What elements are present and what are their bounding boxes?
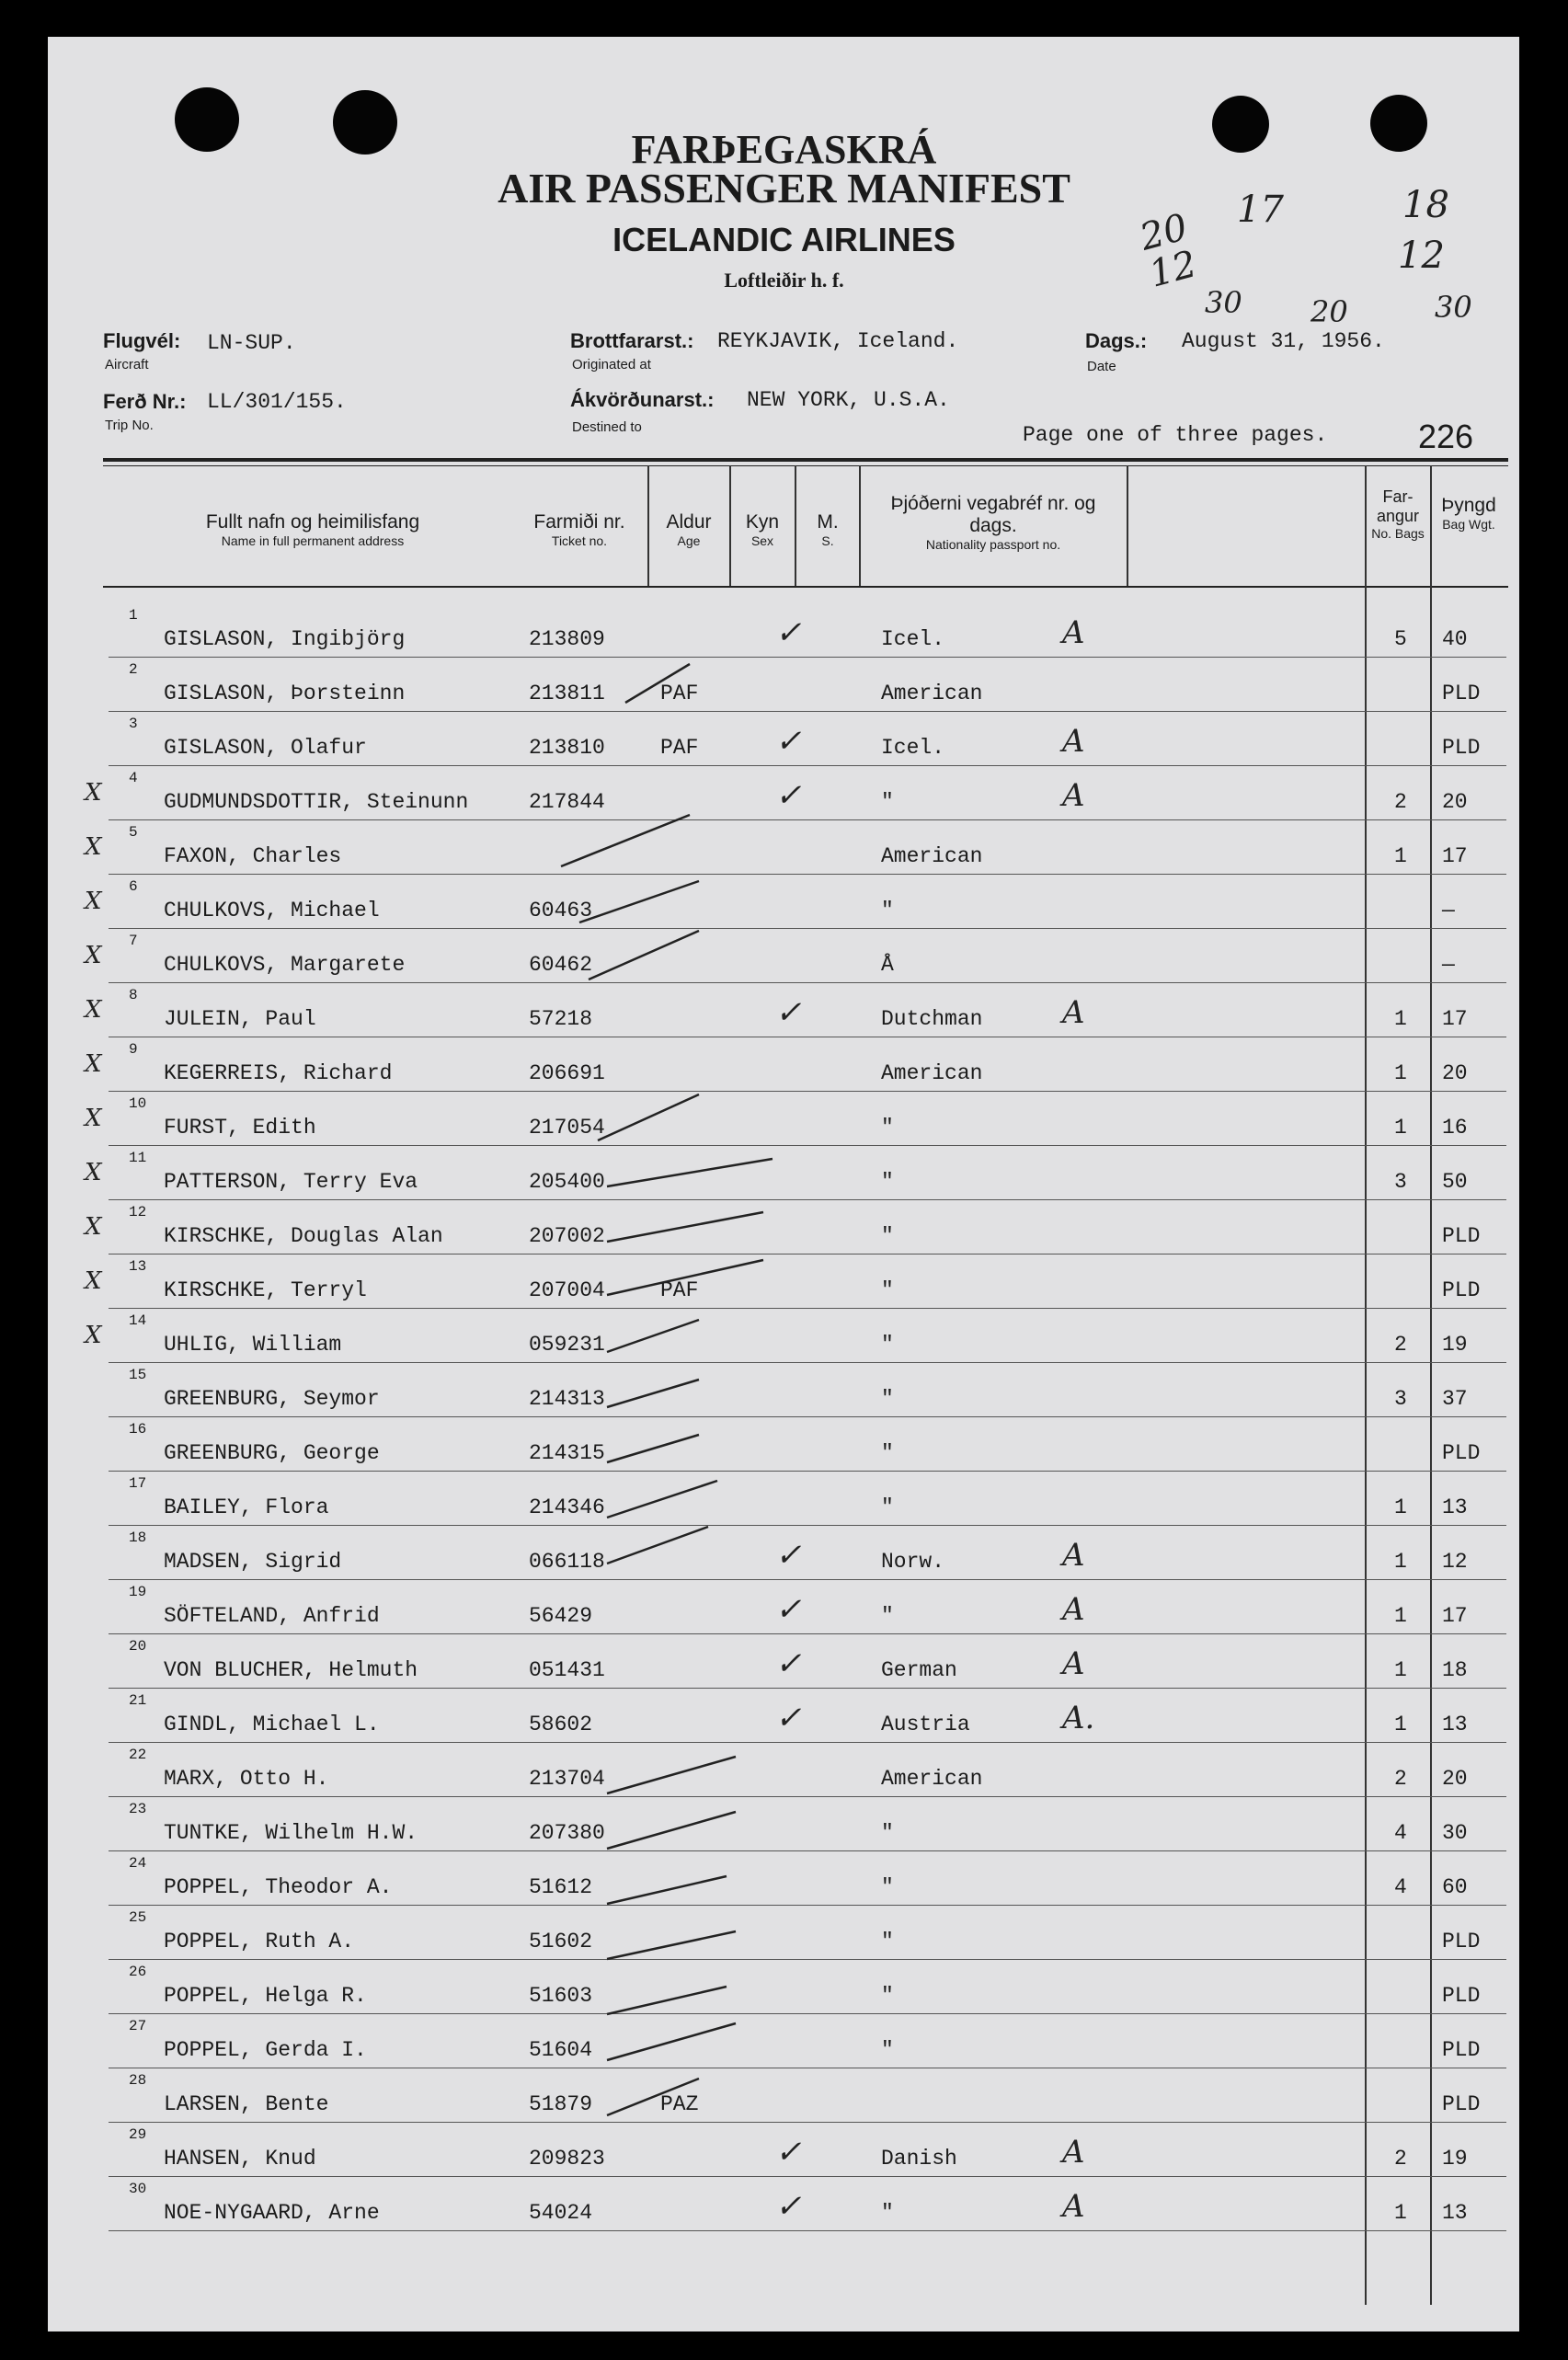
passenger-name: LARSEN, Bente <box>164 2092 329 2116</box>
destination-label: Ákvörðunarst.: <box>570 388 715 411</box>
bag-weight: 50 <box>1442 1170 1468 1194</box>
passenger-name: GINDL, Michael L. <box>164 1713 380 1736</box>
row-number: 12 <box>129 1204 147 1220</box>
col-header-ms: M. S. <box>817 511 839 548</box>
sex-check: ✓ <box>775 2188 802 2225</box>
row-number: 28 <box>129 2072 147 2089</box>
nationality: Å <box>881 953 894 977</box>
ticket-number: 051431 <box>529 1658 605 1682</box>
bag-count: 2 <box>1394 790 1407 814</box>
row-number: 25 <box>129 1909 147 1926</box>
bag-weight: 17 <box>1442 1007 1468 1031</box>
bag-weight: 60 <box>1442 1875 1468 1899</box>
sex-check: ✓ <box>775 1591 802 1628</box>
bag-weight: — <box>1442 953 1455 977</box>
passport-mark: A <box>1062 1537 1085 1574</box>
ticket-number: 206691 <box>529 1061 605 1085</box>
bag-weight: 20 <box>1442 1767 1468 1791</box>
nationality: " <box>881 1875 894 1899</box>
bag-weight: PLD <box>1442 1930 1481 1953</box>
ticket-number: 217844 <box>529 790 605 814</box>
nationality: " <box>881 1930 894 1953</box>
date-value: August 31, 1956. <box>1182 329 1385 353</box>
nationality: American <box>881 682 983 705</box>
nationality: " <box>881 1333 894 1357</box>
passenger-name: GISLASON, Ingibjörg <box>164 627 406 651</box>
passport-mark: A. <box>1062 1700 1095 1736</box>
passenger-name: CHULKOVS, Michael <box>164 899 380 922</box>
nationality: " <box>881 790 894 814</box>
sex-check: ✓ <box>775 994 802 1031</box>
passenger-name: KEGERREIS, Richard <box>164 1061 393 1085</box>
age-cell: PAZ <box>660 2092 699 2116</box>
row-number: 21 <box>129 1692 147 1709</box>
destination-label-en: Destined to <box>572 419 642 435</box>
nationality: " <box>881 2038 894 2062</box>
passenger-name: JULEIN, Paul <box>164 1007 316 1031</box>
nationality: " <box>881 1387 894 1411</box>
bag-count: 1 <box>1394 2201 1407 2225</box>
ticket-number: 217054 <box>529 1116 605 1140</box>
bag-count: 5 <box>1394 627 1407 651</box>
bag-count: 1 <box>1394 1495 1407 1519</box>
ticket-number: 213704 <box>529 1767 605 1791</box>
bag-weight: 40 <box>1442 627 1468 651</box>
bag-count: 4 <box>1394 1821 1407 1845</box>
nationality: " <box>881 1278 894 1302</box>
passenger-name: CHULKOVS, Margarete <box>164 953 406 977</box>
passenger-name: KIRSCHKE, Douglas Alan <box>164 1224 443 1248</box>
handwritten-notes: 20 12 17 18 12 30 20 30 <box>1135 184 1472 329</box>
nationality: Austria <box>881 1713 970 1736</box>
passenger-name: FURST, Edith <box>164 1116 316 1140</box>
title-english: AIR PASSENGER MANIFEST <box>498 165 1070 212</box>
airline-name: ICELANDIC AIRLINES <box>612 221 956 258</box>
row-number: 23 <box>129 1801 147 1817</box>
bag-count: 4 <box>1394 1875 1407 1899</box>
bag-count: 3 <box>1394 1170 1407 1194</box>
ticket-number: 059231 <box>529 1333 605 1357</box>
passenger-name: GISLASON, Olafur <box>164 736 367 760</box>
passenger-name: GUDMUNDSDOTTIR, Steinunn <box>164 790 469 814</box>
ticket-number: 60463 <box>529 899 593 922</box>
bag-count: 1 <box>1394 1604 1407 1628</box>
bag-count: 1 <box>1394 1007 1407 1031</box>
bag-weight: 20 <box>1442 1061 1468 1085</box>
passport-mark: A <box>1062 723 1085 760</box>
nationality: " <box>881 1984 894 2008</box>
company-name: Loftleiðir h. f. <box>724 269 844 292</box>
row-strike-mark: X <box>85 1050 102 1078</box>
nationality: " <box>881 1604 894 1628</box>
age-cell: PAF <box>660 736 699 760</box>
row-strike-mark: X <box>85 996 102 1024</box>
age-cell: PAF <box>660 1278 699 1302</box>
ticket-number: 207380 <box>529 1821 605 1845</box>
bag-weight: 20 <box>1442 790 1468 814</box>
ticket-number: 214346 <box>529 1495 605 1519</box>
passenger-name: GREENBURG, George <box>164 1441 380 1465</box>
row-number: 5 <box>129 824 138 841</box>
bag-weight: 13 <box>1442 2201 1468 2225</box>
bag-count: 2 <box>1394 1333 1407 1357</box>
passenger-name: HANSEN, Knud <box>164 2147 316 2171</box>
nationality: " <box>881 1441 894 1465</box>
ticket-number: 213811 <box>529 682 605 705</box>
col-header-name: Fullt nafn og heimilisfang Name in full permanent address <box>205 511 420 548</box>
aircraft-label-en: Aircraft <box>105 357 149 372</box>
ticket-number: 207004 <box>529 1278 605 1302</box>
row-strike-mark: X <box>85 833 102 861</box>
row-number: 7 <box>129 933 138 949</box>
trip-label-en: Trip No. <box>105 418 154 433</box>
col-header-bags: Far-angur No. Bags <box>1371 487 1425 541</box>
row-strike-mark: X <box>85 779 102 807</box>
passenger-name: UHLIG, William <box>164 1333 342 1357</box>
destination-value: NEW YORK, U.S.A. <box>747 388 950 412</box>
bag-weight: 13 <box>1442 1713 1468 1736</box>
passport-mark: A <box>1062 2188 1085 2225</box>
bag-weight: 19 <box>1442 2147 1468 2171</box>
bag-weight: — <box>1442 899 1455 922</box>
row-number: 16 <box>129 1421 147 1438</box>
nationality: " <box>881 1821 894 1845</box>
trip-label: Ferð Nr.: <box>103 390 187 413</box>
ticket-number: 214313 <box>529 1387 605 1411</box>
passport-mark: A <box>1062 2134 1085 2171</box>
row-number: 19 <box>129 1584 147 1600</box>
nationality: " <box>881 2201 894 2225</box>
row-number: 26 <box>129 1964 147 1980</box>
col-header-nationality: Þjóðerni vegabréf nr. og dags. Nationality passport no. <box>890 493 1096 552</box>
ticket-number: 51602 <box>529 1930 593 1953</box>
row-number: 24 <box>129 1855 147 1872</box>
passenger-name: FAXON, Charles <box>164 844 342 868</box>
row-strike-mark: X <box>85 888 102 915</box>
bag-count: 1 <box>1394 1550 1407 1574</box>
row-number: 1 <box>129 607 138 624</box>
passenger-name: KIRSCHKE, Terryl <box>164 1278 367 1302</box>
bag-count: 1 <box>1394 1061 1407 1085</box>
ticket-number: 51612 <box>529 1875 593 1899</box>
row-number: 9 <box>129 1041 138 1058</box>
bag-weight: 37 <box>1442 1387 1468 1411</box>
bag-weight: 16 <box>1442 1116 1468 1140</box>
page-of-pages: Page one of three pages. <box>1023 423 1328 447</box>
passport-mark: A <box>1062 1645 1085 1682</box>
nationality: " <box>881 1170 894 1194</box>
nationality: American <box>881 1061 983 1085</box>
passport-mark: A <box>1062 994 1085 1031</box>
sex-check: ✓ <box>775 777 802 814</box>
nationality: Icel. <box>881 627 945 651</box>
row-number: 4 <box>129 770 138 786</box>
row-number: 6 <box>129 878 138 895</box>
bag-count: 1 <box>1394 1116 1407 1140</box>
passenger-name: BAILEY, Flora <box>164 1495 329 1519</box>
ticket-number: 60462 <box>529 953 593 977</box>
col-header-sex: Kyn Sex <box>745 511 780 548</box>
passenger-name: TUNTKE, Wilhelm H.W. <box>164 1821 418 1845</box>
row-number: 14 <box>129 1312 147 1329</box>
ticket-number: 51879 <box>529 2092 593 2116</box>
nationality: Icel. <box>881 736 945 760</box>
col-header-weight: Þyngd Bag Wgt. <box>1441 495 1496 532</box>
row-strike-mark: X <box>85 1159 102 1186</box>
sex-check: ✓ <box>775 723 802 760</box>
age-cell: PAF <box>660 682 699 705</box>
row-number: 22 <box>129 1747 147 1763</box>
bag-weight: PLD <box>1442 682 1481 705</box>
origin-label-en: Originated at <box>572 357 651 372</box>
ticket-number: 56429 <box>529 1604 593 1628</box>
ticket-number: 51604 <box>529 2038 593 2062</box>
ticket-number: 214315 <box>529 1441 605 1465</box>
row-strike-mark: X <box>85 942 102 969</box>
sex-check: ✓ <box>775 1645 802 1682</box>
row-number: 10 <box>129 1095 147 1112</box>
passenger-name: MADSEN, Sigrid <box>164 1550 342 1574</box>
sex-check: ✓ <box>775 1537 802 1574</box>
page-number: 226 <box>1418 418 1474 455</box>
ticket-number: 205400 <box>529 1170 605 1194</box>
row-number: 17 <box>129 1475 147 1492</box>
bag-weight: PLD <box>1442 2092 1481 2116</box>
passport-mark: A <box>1062 614 1085 651</box>
col-header-age: Aldur Age <box>666 511 712 548</box>
row-number: 30 <box>129 2181 147 2197</box>
ticket-number: 066118 <box>529 1550 605 1574</box>
bag-weight: PLD <box>1442 1278 1481 1302</box>
bag-weight: 30 <box>1442 1821 1468 1845</box>
nationality: Danish <box>881 2147 957 2171</box>
passenger-name: MARX, Otto H. <box>164 1767 329 1791</box>
passenger-name: VON BLUCHER, Helmuth <box>164 1658 418 1682</box>
nationality: American <box>881 844 983 868</box>
bag-count: 3 <box>1394 1387 1407 1411</box>
row-number: 13 <box>129 1258 147 1275</box>
ticket-number: 58602 <box>529 1713 593 1736</box>
row-strike-mark: X <box>85 1213 102 1241</box>
col-header-ticket: Farmiði nr. Ticket no. <box>533 511 625 548</box>
bag-count: 2 <box>1394 1767 1407 1791</box>
nationality: Norw. <box>881 1550 945 1574</box>
nationality: " <box>881 1495 894 1519</box>
ticket-number: 213810 <box>529 736 605 760</box>
bag-count: 2 <box>1394 2147 1407 2171</box>
bag-weight: 13 <box>1442 1495 1468 1519</box>
bag-weight: PLD <box>1442 736 1481 760</box>
row-strike-mark: X <box>85 1105 102 1132</box>
origin-value: REYKJAVIK, Iceland. <box>717 329 959 353</box>
nationality: German <box>881 1658 957 1682</box>
passenger-name: GISLASON, Þorsteinn <box>164 682 406 705</box>
bag-weight: 12 <box>1442 1550 1468 1574</box>
passenger-name: GREENBURG, Seymor <box>164 1387 380 1411</box>
nationality: " <box>881 1224 894 1248</box>
nationality: " <box>881 1116 894 1140</box>
date-label-en: Date <box>1087 359 1116 374</box>
origin-label: Brottfararst.: <box>570 329 694 352</box>
sex-check: ✓ <box>775 614 802 651</box>
trip-value: LL/301/155. <box>207 390 347 414</box>
passenger-name: POPPEL, Theodor A. <box>164 1875 393 1899</box>
ticket-number: 209823 <box>529 2147 605 2171</box>
row-number: 20 <box>129 1638 147 1655</box>
row-strike-mark: X <box>85 1322 102 1349</box>
bag-count: 1 <box>1394 844 1407 868</box>
row-number: 8 <box>129 987 138 1003</box>
bag-weight: PLD <box>1442 1224 1481 1248</box>
ticket-number: 213809 <box>529 627 605 651</box>
aircraft-label: Flugvél: <box>103 329 181 352</box>
nationality: " <box>881 899 894 922</box>
bag-weight: 17 <box>1442 1604 1468 1628</box>
sex-check: ✓ <box>775 2134 802 2171</box>
row-number: 18 <box>129 1529 147 1546</box>
passenger-name: POPPEL, Helga R. <box>164 1984 367 2008</box>
row-number: 3 <box>129 716 138 732</box>
bag-weight: PLD <box>1442 1441 1481 1465</box>
sex-check: ✓ <box>775 1700 802 1736</box>
bag-weight: 19 <box>1442 1333 1468 1357</box>
ticket-number: 57218 <box>529 1007 593 1031</box>
date-label: Dags.: <box>1085 329 1148 352</box>
ticket-number: 51603 <box>529 1984 593 2008</box>
bag-count: 1 <box>1394 1713 1407 1736</box>
bag-weight: PLD <box>1442 1984 1481 2008</box>
nationality: American <box>881 1767 983 1791</box>
passport-mark: A <box>1062 1591 1085 1628</box>
row-number: 15 <box>129 1367 147 1383</box>
bag-weight: 17 <box>1442 844 1468 868</box>
row-number: 29 <box>129 2126 147 2143</box>
aircraft-value: LN-SUP. <box>207 331 296 355</box>
ticket-number: 207002 <box>529 1224 605 1248</box>
bag-count: 1 <box>1394 1658 1407 1682</box>
nationality: Dutchman <box>881 1007 983 1031</box>
passenger-name: PATTERSON, Terry Eva <box>164 1170 418 1194</box>
passenger-name: NOE-NYGAARD, Arne <box>164 2201 380 2225</box>
passenger-name: POPPEL, Ruth A. <box>164 1930 355 1953</box>
row-number: 27 <box>129 2018 147 2034</box>
row-number: 11 <box>129 1150 147 1166</box>
bag-weight: PLD <box>1442 2038 1481 2062</box>
row-number: 2 <box>129 661 138 678</box>
passenger-name: SÖFTELAND, Anfrid <box>164 1604 380 1628</box>
passenger-name: POPPEL, Gerda I. <box>164 2038 367 2062</box>
ticket-number: 54024 <box>529 2201 593 2225</box>
passport-mark: A <box>1062 777 1085 814</box>
row-strike-mark: X <box>85 1267 102 1295</box>
bag-weight: 18 <box>1442 1658 1468 1682</box>
title-icelandic: FARÞEGASKRÁ <box>631 127 937 172</box>
